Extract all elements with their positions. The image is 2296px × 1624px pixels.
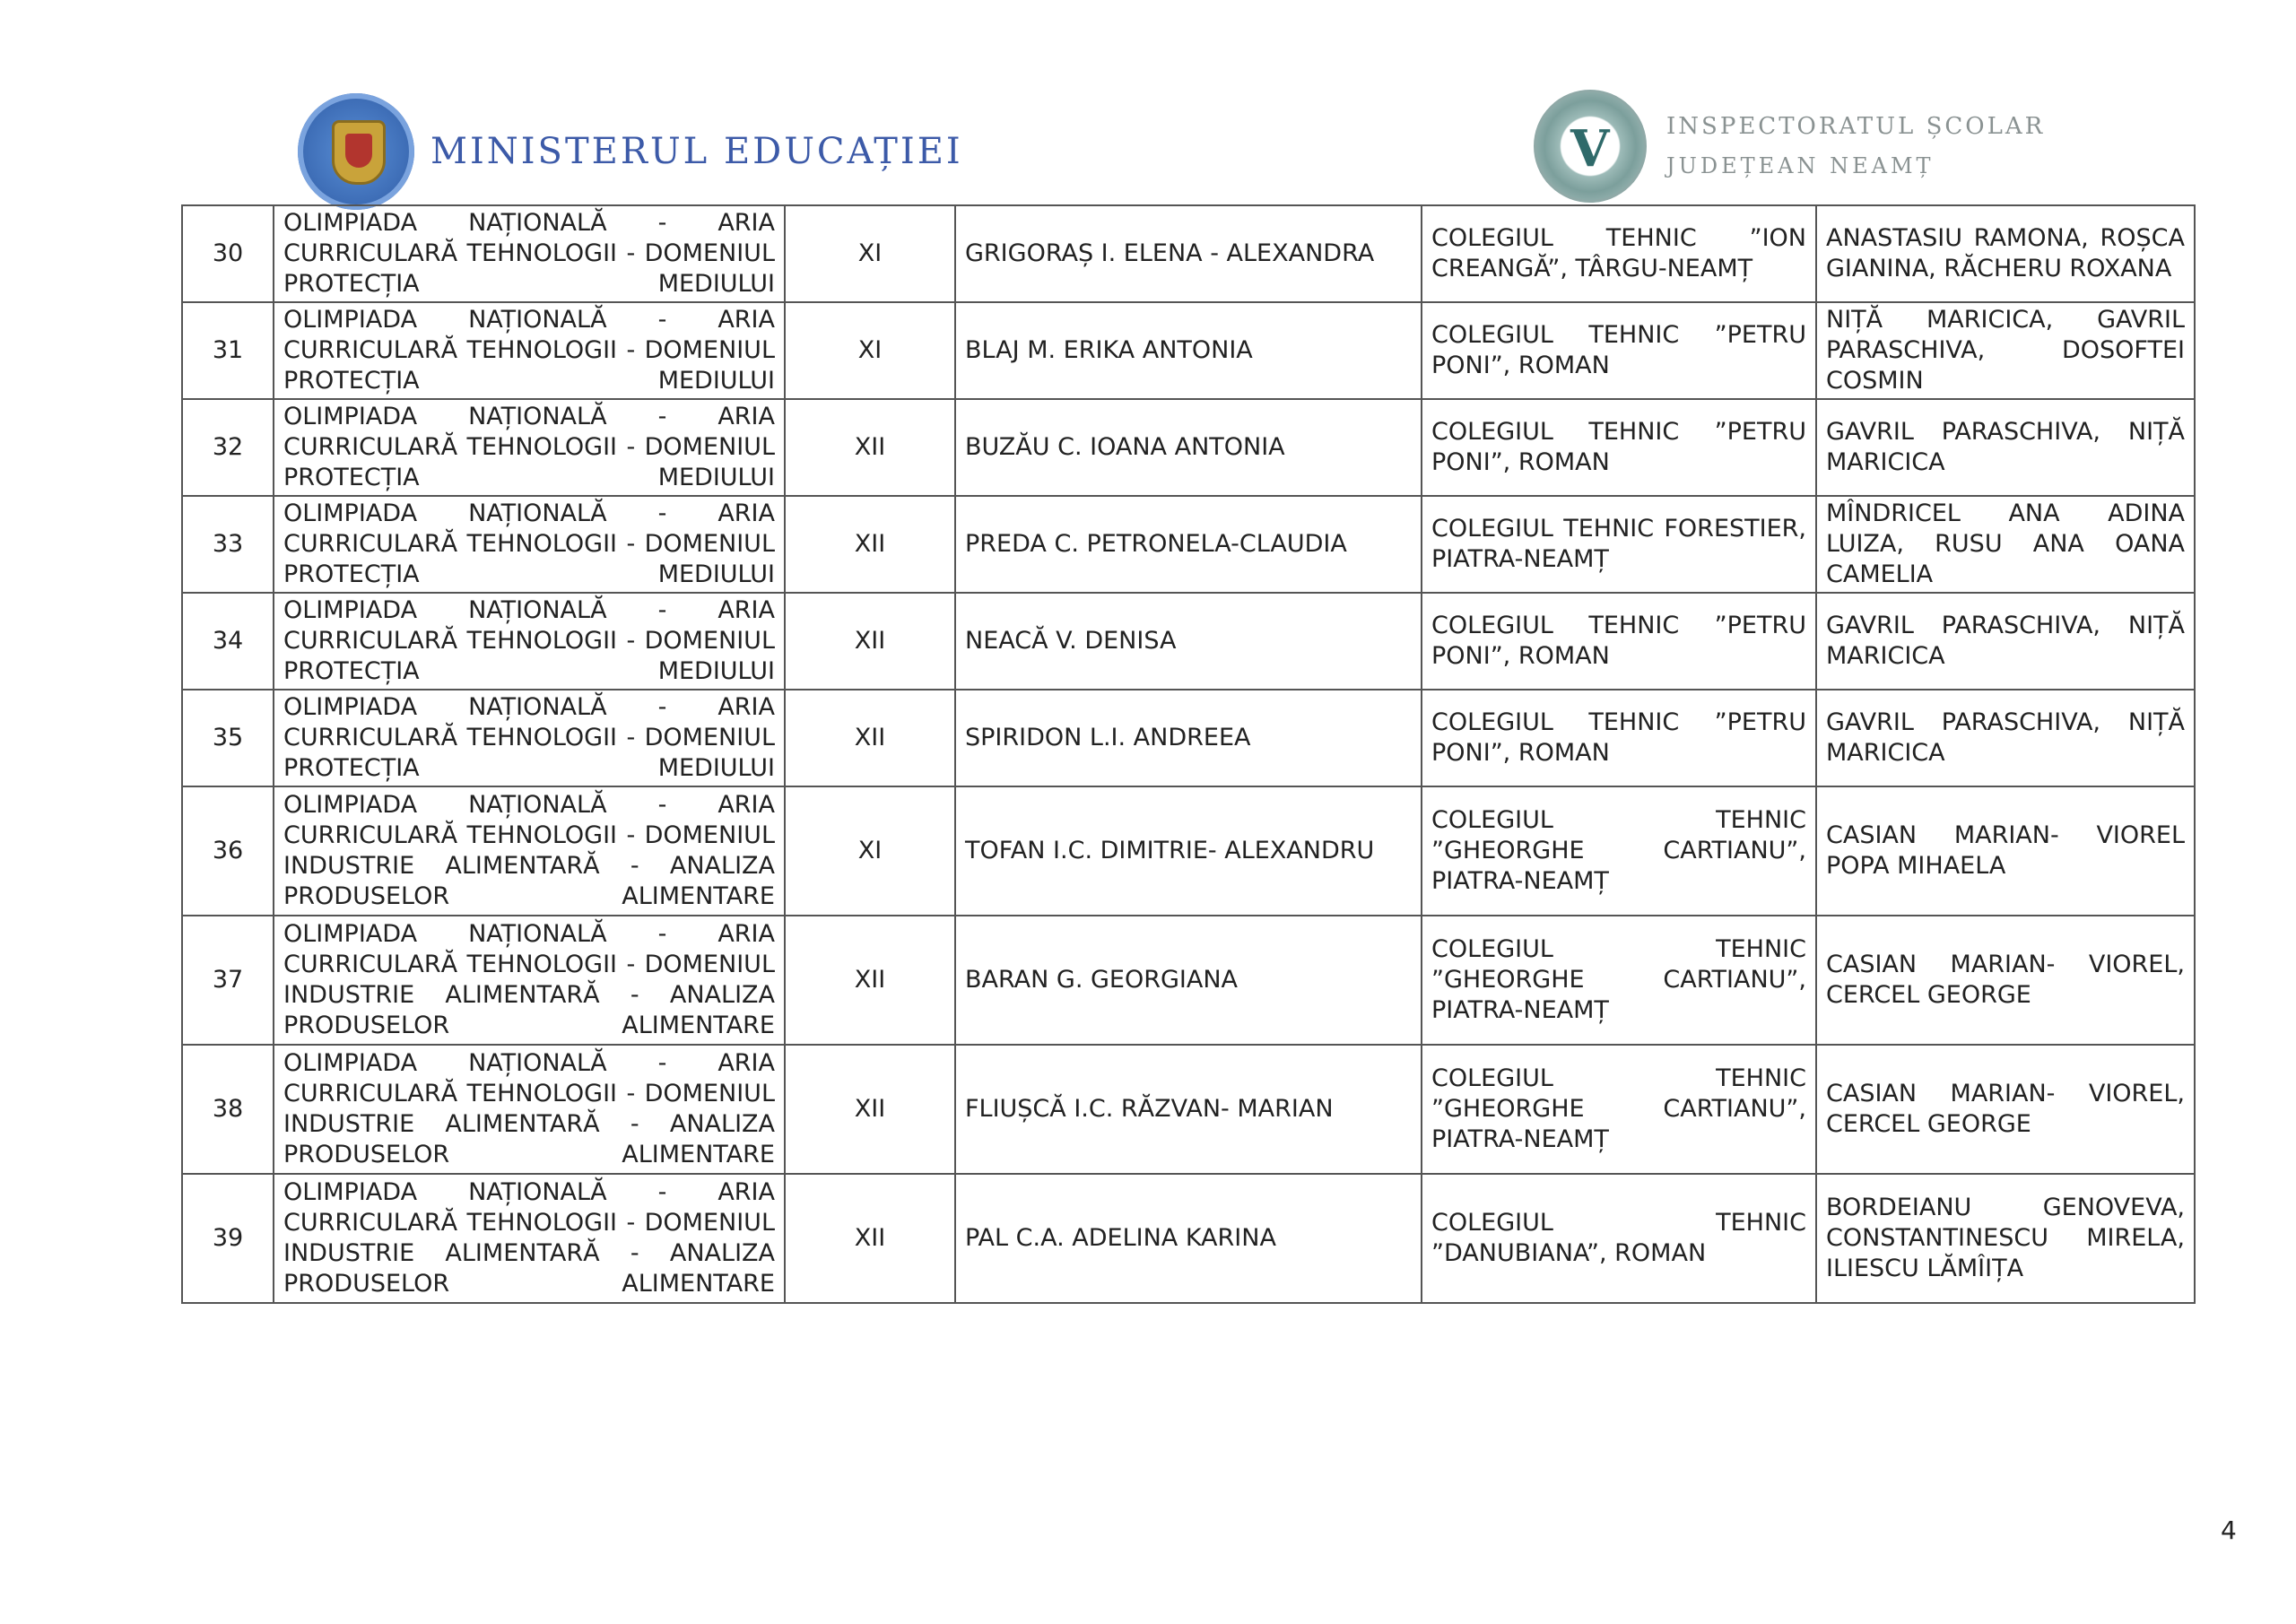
table-row xyxy=(182,1045,2195,1174)
teachers-cell: GAVRIL PARASCHIVA, NIȚĂ MARICICA xyxy=(1816,690,2195,786)
row-number: 39 xyxy=(182,1174,274,1303)
row-number: 31 xyxy=(182,302,274,399)
school-cell: COLEGIUL TEHNIC ”PETRU PONI”, ROMAN xyxy=(1422,399,1816,496)
student-name-cell: BLAJ M. ERIKA ANTONIA xyxy=(955,302,1422,399)
school-cell: COLEGIUL TEHNIC ”GHEORGHE CARTIANU”, PIATRA-NEAMȚ xyxy=(1422,1045,1816,1174)
class-cell: XI xyxy=(785,205,955,302)
student-name-cell: PREDA C. PETRONELA-CLAUDIA xyxy=(955,496,1422,593)
student-name-cell: BUZĂU C. IOANA ANTONIA xyxy=(955,399,1422,496)
school-cell: COLEGIUL TEHNIC ”PETRU PONI”, ROMAN xyxy=(1422,690,1816,786)
results-table-body xyxy=(182,205,2195,1303)
ministry-title: MINISTERUL EDUCAȚIEI xyxy=(430,131,963,172)
school-cell: COLEGIUL TEHNIC ”PETRU PONI”, ROMAN xyxy=(1422,302,1816,399)
row-number: 32 xyxy=(182,399,274,496)
table-row xyxy=(182,916,2195,1045)
competition-cell: OLIMPIADA NAȚIONALĂ - ARIA CURRICULARĂ TEHNOLOGII - DOMENIUL PROTECȚIA MEDIULUI xyxy=(274,593,785,690)
competition-cell: OLIMPIADA NAȚIONALĂ - ARIA CURRICULARĂ TEHNOLOGII - DOMENIUL PROTECȚIA MEDIULUI xyxy=(274,302,785,399)
table-row xyxy=(182,593,2195,690)
table-row xyxy=(182,302,2195,399)
student-name-cell: NEACĂ V. DENISA xyxy=(955,593,1422,690)
teachers-cell: CASIAN MARIAN- VIOREL POPA MIHAELA xyxy=(1816,786,2195,916)
teachers-cell: MÎNDRICEL ANA ADINA LUIZA, RUSU ANA OANA CAMELIA xyxy=(1816,496,2195,593)
class-cell: XII xyxy=(785,1174,955,1303)
row-number: 36 xyxy=(182,786,274,916)
inspectorate-logo xyxy=(1534,90,1647,203)
table-row xyxy=(182,399,2195,496)
row-number: 37 xyxy=(182,916,274,1045)
coat-of-arms-icon xyxy=(332,120,386,185)
competition-cell: OLIMPIADA NAȚIONALĂ - ARIA CURRICULARĂ TEHNOLOGII - DOMENIUL INDUSTRIE ALIMENTARĂ - ANALIZA PRODUSELOR ALIMENTARE xyxy=(274,1045,785,1174)
teachers-cell: CASIAN MARIAN- VIOREL, CERCEL GEORGE xyxy=(1816,916,2195,1045)
student-name-cell: BARAN G. GEORGIANA xyxy=(955,916,1422,1045)
competition-cell: OLIMPIADA NAȚIONALĂ - ARIA CURRICULARĂ TEHNOLOGII - DOMENIUL PROTECȚIA MEDIULUI xyxy=(274,205,785,302)
teachers-cell: CASIAN MARIAN- VIOREL, CERCEL GEORGE xyxy=(1816,1045,2195,1174)
competition-cell: OLIMPIADA NAȚIONALĂ - ARIA CURRICULARĂ TEHNOLOGII - DOMENIUL INDUSTRIE ALIMENTARĂ - ANALIZA PRODUSELOR ALIMENTARE xyxy=(274,916,785,1045)
competition-cell: OLIMPIADA NAȚIONALĂ - ARIA CURRICULARĂ TEHNOLOGII - DOMENIUL PROTECȚIA MEDIULUI xyxy=(274,496,785,593)
competition-cell: OLIMPIADA NAȚIONALĂ - ARIA CURRICULARĂ TEHNOLOGII - DOMENIUL PROTECȚIA MEDIULUI xyxy=(274,690,785,786)
table-row xyxy=(182,690,2195,786)
inspectorate-emblem-icon: V xyxy=(1570,119,1610,178)
school-cell: COLEGIUL TEHNIC ”PETRU PONI”, ROMAN xyxy=(1422,593,1816,690)
class-cell: XII xyxy=(785,496,955,593)
student-name-cell: PAL C.A. ADELINA KARINA xyxy=(955,1174,1422,1303)
teachers-cell: GAVRIL PARASCHIVA, NIȚĂ MARICICA xyxy=(1816,399,2195,496)
class-cell: XII xyxy=(785,593,955,690)
table-row xyxy=(182,496,2195,593)
school-cell: COLEGIUL TEHNIC FORESTIER, PIATRA-NEAMȚ xyxy=(1422,496,1816,593)
class-cell: XII xyxy=(785,690,955,786)
school-cell: COLEGIUL TEHNIC ”GHEORGHE CARTIANU”, PIATRA-NEAMȚ xyxy=(1422,786,1816,916)
student-name-cell: TOFAN I.C. DIMITRIE- ALEXANDRU xyxy=(955,786,1422,916)
results-table xyxy=(181,204,2196,1304)
inspectorate-header xyxy=(1534,90,2045,203)
ministry-header xyxy=(298,93,963,210)
inspectorate-title-line2: JUDEȚEAN NEAMȚ xyxy=(1666,153,1935,178)
table-row xyxy=(182,205,2195,302)
class-cell: XII xyxy=(785,916,955,1045)
competition-cell: OLIMPIADA NAȚIONALĂ - ARIA CURRICULARĂ TEHNOLOGII - DOMENIUL INDUSTRIE ALIMENTARĂ - ANALIZA PRODUSELOR ALIMENTARE xyxy=(274,1174,785,1303)
teachers-cell: ANASTASIU RAMONA, ROȘCA GIANINA, RĂCHERU ROXANA xyxy=(1816,205,2195,302)
page-number: 4 xyxy=(2221,1515,2237,1545)
row-number: 38 xyxy=(182,1045,274,1174)
class-cell: XII xyxy=(785,1045,955,1174)
table-row xyxy=(182,786,2195,916)
class-cell: XII xyxy=(785,399,955,496)
teachers-cell: GAVRIL PARASCHIVA, NIȚĂ MARICICA xyxy=(1816,593,2195,690)
ministry-logo xyxy=(298,93,414,210)
class-cell: XI xyxy=(785,302,955,399)
class-cell: XI xyxy=(785,786,955,916)
competition-cell: OLIMPIADA NAȚIONALĂ - ARIA CURRICULARĂ TEHNOLOGII - DOMENIUL PROTECȚIA MEDIULUI xyxy=(274,399,785,496)
inspectorate-title-line1: INSPECTORATUL ȘCOLAR xyxy=(1666,113,2046,140)
row-number: 30 xyxy=(182,205,274,302)
table-row xyxy=(182,1174,2195,1303)
teachers-cell: BORDEIANU GENOVEVA, CONSTANTINESCU MIRELA, ILIESCU LĂMÎIȚA xyxy=(1816,1174,2195,1303)
student-name-cell: GRIGORAȘ I. ELENA - ALEXANDRA xyxy=(955,205,1422,302)
school-cell: COLEGIUL TEHNIC ”DANUBIANA”, ROMAN xyxy=(1422,1174,1816,1303)
competition-cell: OLIMPIADA NAȚIONALĂ - ARIA CURRICULARĂ TEHNOLOGII - DOMENIUL INDUSTRIE ALIMENTARĂ - ANALIZA PRODUSELOR ALIMENTARE xyxy=(274,786,785,916)
teachers-cell: NIȚĂ MARICICA, GAVRIL PARASCHIVA, DOSOFTEI COSMIN xyxy=(1816,302,2195,399)
row-number: 34 xyxy=(182,593,274,690)
school-cell: COLEGIUL TEHNIC ”ION CREANGĂ”, TÂRGU-NEAMȚ xyxy=(1422,205,1816,302)
row-number: 35 xyxy=(182,690,274,786)
school-cell: COLEGIUL TEHNIC ”GHEORGHE CARTIANU”, PIATRA-NEAMȚ xyxy=(1422,916,1816,1045)
student-name-cell: SPIRIDON L.I. ANDREEA xyxy=(955,690,1422,786)
student-name-cell: FLIUȘCĂ I.C. RĂZVAN- MARIAN xyxy=(955,1045,1422,1174)
row-number: 33 xyxy=(182,496,274,593)
